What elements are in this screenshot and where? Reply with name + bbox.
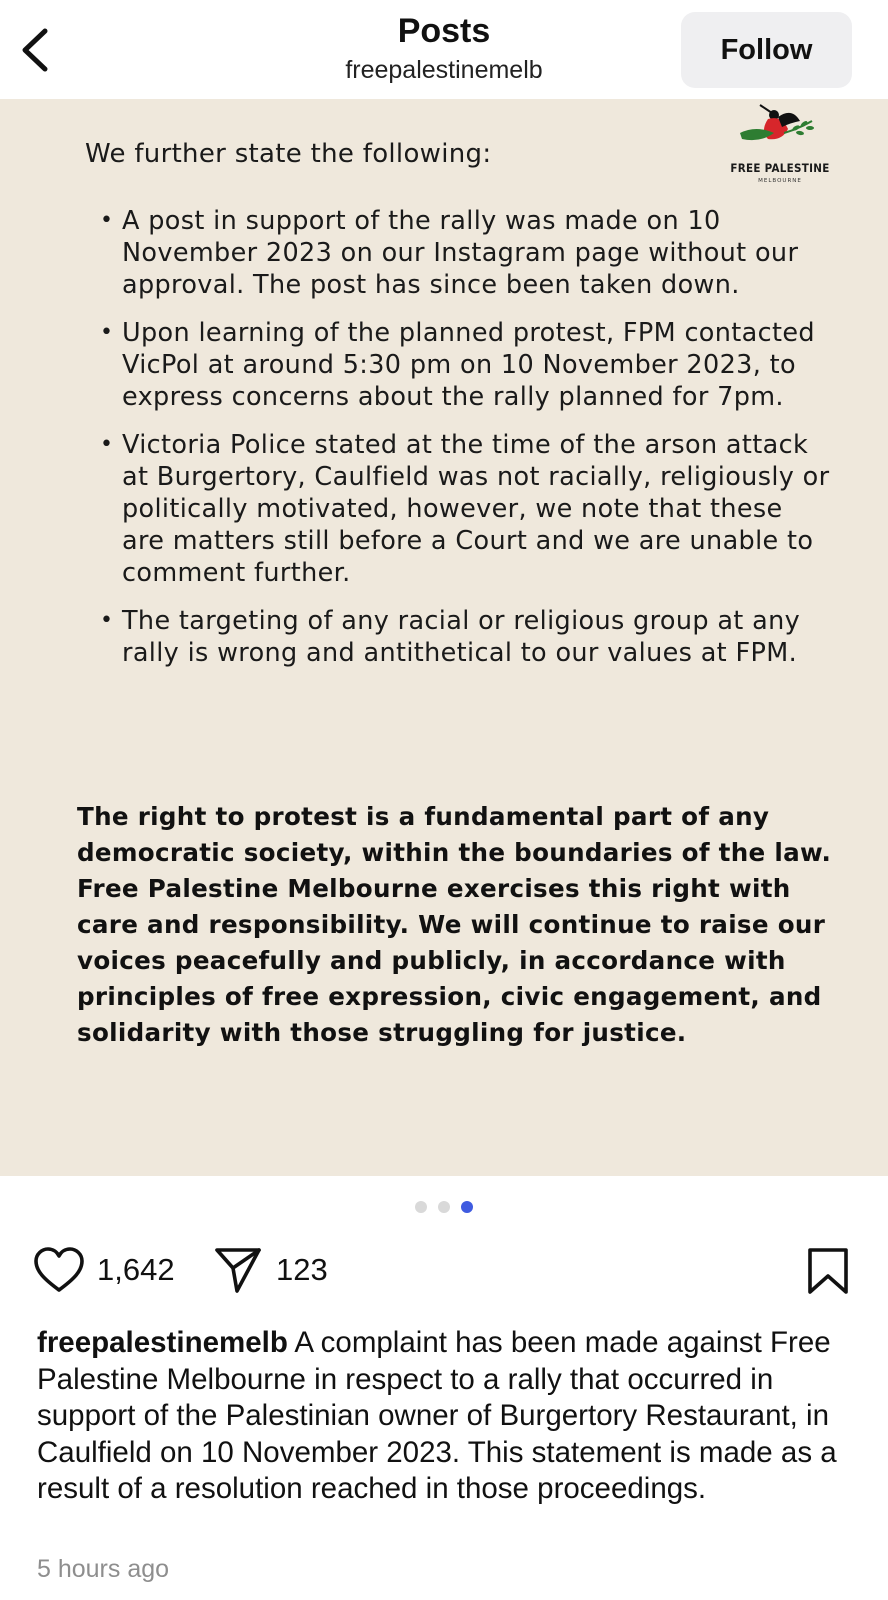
statement-intro: We further state the following: [85, 139, 492, 169]
bullet-item: • The targeting of any racial or religious group at any rally is wrong and antithetical to our values at FPM. [100, 605, 830, 669]
statement-bullets [100, 205, 830, 685]
like-count[interactable]: 1,642 [97, 1252, 175, 1287]
post-image[interactable] [0, 99, 888, 1176]
save-button[interactable] [806, 1246, 850, 1296]
bullet-item: • A post in support of the rally was made on 10 November 2023 on our Instagram page without our approval. The post has since been taken down. [100, 205, 830, 301]
logo-text: FREE PALESTINE [730, 161, 830, 175]
paper-plane-icon [213, 1244, 263, 1296]
carousel-dot [438, 1201, 450, 1213]
carousel-indicator [0, 1201, 888, 1213]
post-timestamp: 5 hours ago [37, 1555, 170, 1583]
bullet-item: • Upon learning of the planned protest, FPM contacted VicPol at around 5:30 pm on 10 November 2023, to express concerns about the rally planned for 7pm. [100, 317, 830, 413]
post-actions [0, 1244, 888, 1300]
follow-button[interactable]: Follow [681, 12, 852, 88]
logo-subtext: MELBOURNE [758, 178, 802, 184]
free-palestine-melbourne-logo [730, 99, 830, 191]
carousel-dot [415, 1201, 427, 1213]
top-bar [0, 0, 888, 99]
share-button[interactable] [213, 1244, 263, 1296]
statement-conclusion: The right to protest is a fundamental part of any democratic society, within the boundaries of the law. Free Palestine Melbourne exercises this right with care and responsibility. We will continue to raise our voices peacefully and publicly, in accordance with principles of free expression, civic engagement, and solidarity with those struggling for justice. [77, 802, 832, 1047]
bookmark-outline-icon [806, 1246, 850, 1296]
page-title: Posts [397, 12, 491, 50]
sunbird-icon [730, 99, 830, 161]
caption-text: A complaint has been made against Free Palestine Melbourne in respect to a rally that occurred in support of the Palestinian owner of Burgertory Restaurant, in Caulfield on 10 November 2023. This statement is made as a result of a resolution reached in those proceedings. [37, 1326, 837, 1505]
bullet-item: • Victoria Police stated at the time of the arson attack at Burgertory, Caulfield was not racially, religiously or politically motivated, however, we note that these are matters still before a Court and we are unable to comment further. [100, 429, 830, 589]
like-button[interactable] [32, 1244, 86, 1298]
post-caption [37, 1325, 857, 1508]
page-subtitle-username[interactable]: freepalestinemelb [345, 56, 543, 84]
caption-username[interactable]: freepalestinemelb [37, 1326, 288, 1359]
carousel-dot-active [461, 1201, 473, 1213]
share-count: 123 [276, 1252, 328, 1287]
heart-outline-icon [32, 1244, 86, 1298]
